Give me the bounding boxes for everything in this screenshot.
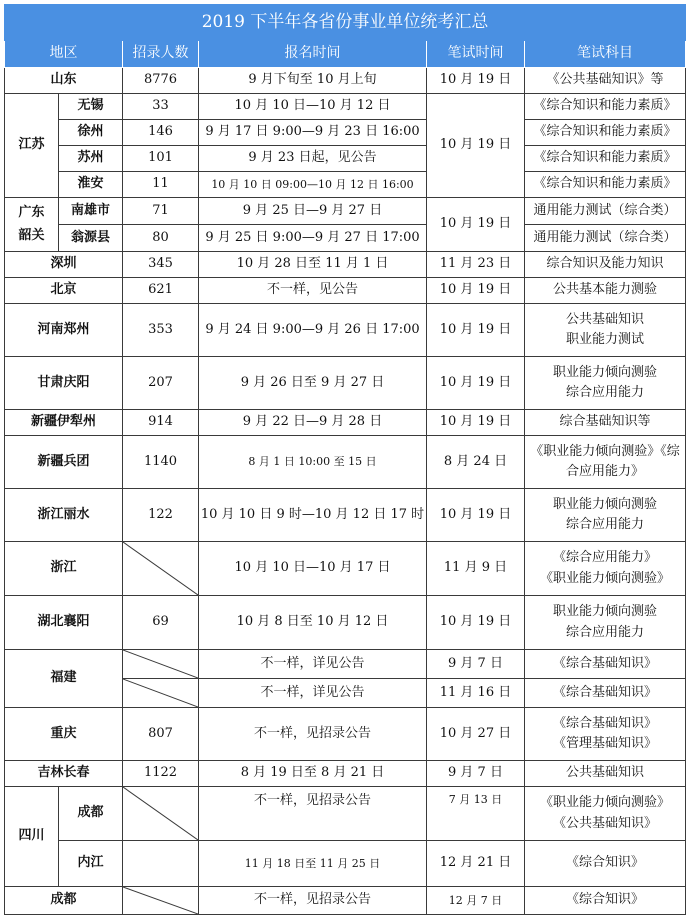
region-cell: 深圳 bbox=[5, 252, 123, 278]
count-cell: 80 bbox=[123, 225, 199, 252]
exam-time-cell: 10 月 19 日 bbox=[427, 198, 525, 252]
exam-time-cell: 10 月 19 日 bbox=[427, 278, 525, 304]
exam-time-cell: 9 月 7 日 bbox=[427, 761, 525, 787]
table-row bbox=[5, 761, 686, 787]
reg-time-cell: 10 月 10 日—10 月 17 日 bbox=[199, 542, 427, 596]
table-row bbox=[5, 172, 686, 198]
table-row bbox=[5, 94, 686, 120]
subject-cell: 职业能力倾向测验 综合应用能力 bbox=[525, 357, 686, 410]
subject-cell: 《综合基础知识》 bbox=[525, 650, 686, 679]
reg-time-cell: 10 月 8 日至 10 月 12 日 bbox=[199, 596, 427, 650]
count-cell: 71 bbox=[123, 198, 199, 225]
exam-time-cell: 10 月 19 日 bbox=[427, 304, 525, 357]
reg-time-cell: 10 月 10 日 9 时—10 月 12 日 17 时 bbox=[199, 489, 427, 542]
table-row bbox=[5, 436, 686, 489]
diagonal-line bbox=[123, 887, 198, 914]
exam-time-cell: 10 月 19 日 bbox=[427, 357, 525, 410]
count-cell: 807 bbox=[123, 708, 199, 761]
header-count: 招录人数 bbox=[123, 41, 199, 68]
diagonal-line bbox=[123, 787, 198, 840]
subject-cell: 职业能力倾向测验 综合应用能力 bbox=[525, 596, 686, 650]
exam-time-cell: 8 月 24 日 bbox=[427, 436, 525, 489]
count-cell: 345 bbox=[123, 252, 199, 278]
diagonal-line bbox=[123, 542, 198, 595]
reg-time-cell: 9 月下旬至 10 月上旬 bbox=[199, 68, 427, 94]
reg-time-cell: 9 月 17 日 9:00—9 月 23 日 16:00 bbox=[199, 120, 427, 146]
city-cell: 无锡 bbox=[59, 94, 123, 120]
reg-time-cell: 8 月 1 日 10:00 至 15 日 bbox=[199, 436, 427, 489]
exam-time-cell: 12 月 21 日 bbox=[427, 841, 525, 887]
region-cell: 山东 bbox=[5, 68, 123, 94]
count-cell: 1122 bbox=[123, 761, 199, 787]
reg-time-cell: 不一样，见招录公告 bbox=[199, 887, 427, 915]
table-row bbox=[5, 120, 686, 146]
reg-time-cell: 9 月 23 日起，见公告 bbox=[199, 146, 427, 172]
reg-time-cell: 不一样，详见公告 bbox=[199, 679, 427, 708]
exam-time-cell: 10 月 19 日 bbox=[427, 94, 525, 198]
empty-count-cell bbox=[123, 887, 199, 915]
subject-cell: 《综合知识和能力素质》 bbox=[525, 120, 686, 146]
count-cell: 1140 bbox=[123, 436, 199, 489]
count-cell: 207 bbox=[123, 357, 199, 410]
exam-time-cell: 11 月 16 日 bbox=[427, 679, 525, 708]
count-cell: 11 bbox=[123, 172, 199, 198]
diagonal-line bbox=[123, 650, 198, 678]
subject-cell: 《综合基础知识》 bbox=[525, 679, 686, 708]
exam-time-cell: 9 月 7 日 bbox=[427, 650, 525, 679]
header-subject: 笔试科目 bbox=[525, 41, 686, 68]
empty-count-cell bbox=[123, 679, 199, 708]
exam-time-cell: 10 月 19 日 bbox=[427, 410, 525, 436]
reg-time-cell: 10 月 10 日 09:00—10 月 12 日 16:00 bbox=[199, 172, 427, 198]
table-row bbox=[5, 596, 686, 650]
region-cell: 重庆 bbox=[5, 708, 123, 761]
region-cell: 成都 bbox=[5, 887, 123, 915]
count-cell: 8776 bbox=[123, 68, 199, 94]
table-row bbox=[5, 68, 686, 94]
reg-time-cell: 10 月 10 日—10 月 12 日 bbox=[199, 94, 427, 120]
exam-time-cell: 10 月 19 日 bbox=[427, 596, 525, 650]
region-cell: 新疆兵团 bbox=[5, 436, 123, 489]
subject-cell: 通用能力测试（综合类） bbox=[525, 198, 686, 225]
reg-time-cell: 9 月 25 日 9:00—9 月 27 日 17:00 bbox=[199, 225, 427, 252]
subject-cell: 《综合基础知识》 《管理基础知识》 bbox=[525, 708, 686, 761]
count-cell: 353 bbox=[123, 304, 199, 357]
subject-cell: 综合知识及能力知识 bbox=[525, 252, 686, 278]
subject-cell: 《职业能力倾向测验》 《公共基础知识》 bbox=[525, 787, 686, 841]
table-row bbox=[5, 542, 686, 596]
region-cell: 浙江 bbox=[5, 542, 123, 596]
region-cell: 甘肃庆阳 bbox=[5, 357, 123, 410]
subject-cell: 《综合知识和能力素质》 bbox=[525, 146, 686, 172]
table-row bbox=[5, 225, 686, 252]
empty-count-cell bbox=[123, 542, 199, 596]
reg-time-cell: 10 月 28 日至 11 月 1 日 bbox=[199, 252, 427, 278]
count-cell: 146 bbox=[123, 120, 199, 146]
subject-cell: 《综合知识》 bbox=[525, 841, 686, 887]
city-cell: 成都 bbox=[59, 787, 123, 841]
subject-cell: 《公共基础知识》等 bbox=[525, 68, 686, 94]
table-row bbox=[5, 278, 686, 304]
header-region: 地区 bbox=[5, 41, 123, 68]
city-cell: 翁源县 bbox=[59, 225, 123, 252]
empty-count-cell bbox=[123, 787, 199, 841]
subject-cell: 职业能力倾向测验 综合应用能力 bbox=[525, 489, 686, 542]
count-cell: 122 bbox=[123, 489, 199, 542]
table-title: 2019 下半年各省份事业单位统考汇总 bbox=[5, 5, 686, 41]
city-cell: 苏州 bbox=[59, 146, 123, 172]
region-cell: 浙江丽水 bbox=[5, 489, 123, 542]
table-row bbox=[5, 787, 686, 841]
table-row bbox=[5, 887, 686, 915]
region-cell: 新疆伊犁州 bbox=[5, 410, 123, 436]
table-row bbox=[5, 357, 686, 410]
subject-cell: 《综合知识和能力素质》 bbox=[525, 94, 686, 120]
reg-time-cell: 8 月 19 日至 8 月 21 日 bbox=[199, 761, 427, 787]
exam-time-cell: 10 月 19 日 bbox=[427, 489, 525, 542]
reg-time-cell: 9 月 24 日 9:00—9 月 26 日 17:00 bbox=[199, 304, 427, 357]
exam-time-cell: 11 月 9 日 bbox=[427, 542, 525, 596]
reg-time-cell: 不一样，详见公告 bbox=[199, 650, 427, 679]
region-cell: 河南郑州 bbox=[5, 304, 123, 357]
count-cell: 914 bbox=[123, 410, 199, 436]
exam-time-cell: 10 月 27 日 bbox=[427, 708, 525, 761]
reg-time-cell: 11 月 18 日至 11 月 25 日 bbox=[199, 841, 427, 887]
exam-time-cell: 7 月 13 日 bbox=[427, 787, 525, 841]
exam-time-cell: 10 月 19 日 bbox=[427, 68, 525, 94]
subject-cell: 《职业能力倾向测验》《综 合应用能力》 bbox=[525, 436, 686, 489]
city-cell: 内江 bbox=[59, 841, 123, 887]
table-row bbox=[5, 841, 686, 887]
reg-time-cell: 不一样，见公告 bbox=[199, 278, 427, 304]
table-row bbox=[5, 410, 686, 436]
reg-time-cell: 9 月 25 日—9 月 27 日 bbox=[199, 198, 427, 225]
table-row bbox=[5, 304, 686, 357]
subject-cell: 《综合知识》 bbox=[525, 887, 686, 915]
subject-cell: 综合基础知识等 bbox=[525, 410, 686, 436]
region-cell: 广东 韶关 bbox=[5, 198, 59, 252]
table-row bbox=[5, 198, 686, 225]
region-cell: 四川 bbox=[5, 787, 59, 887]
region-cell: 福建 bbox=[5, 650, 123, 708]
reg-time-cell: 9 月 22 日—9 月 28 日 bbox=[199, 410, 427, 436]
table-row bbox=[5, 146, 686, 172]
region-cell: 北京 bbox=[5, 278, 123, 304]
count-cell: 33 bbox=[123, 94, 199, 120]
region-cell: 吉林长春 bbox=[5, 761, 123, 787]
count-cell: 69 bbox=[123, 596, 199, 650]
diagonal-line bbox=[123, 679, 198, 707]
subject-cell: 公共基本能力测验 bbox=[525, 278, 686, 304]
subject-cell: 公共基础知识 bbox=[525, 761, 686, 787]
reg-time-cell: 不一样，见招录公告 bbox=[199, 708, 427, 761]
header-row bbox=[5, 41, 686, 68]
subject-cell: 通用能力测试（综合类） bbox=[525, 225, 686, 252]
exam-time-cell: 11 月 23 日 bbox=[427, 252, 525, 278]
table-row bbox=[5, 489, 686, 542]
city-cell: 淮安 bbox=[59, 172, 123, 198]
count-cell: 101 bbox=[123, 146, 199, 172]
reg-time-cell: 9 月 26 日至 9 月 27 日 bbox=[199, 357, 427, 410]
count-cell: 621 bbox=[123, 278, 199, 304]
empty-count-cell bbox=[123, 650, 199, 679]
region-cell: 江苏 bbox=[5, 94, 59, 198]
header-reg-time: 报名时间 bbox=[199, 41, 427, 68]
region-cell: 湖北襄阳 bbox=[5, 596, 123, 650]
reg-time-cell: 不一样，见招录公告 bbox=[199, 787, 427, 841]
exam-summary-table bbox=[4, 4, 686, 915]
city-cell: 徐州 bbox=[59, 120, 123, 146]
subject-cell: 《综合知识和能力素质》 bbox=[525, 172, 686, 198]
table-row bbox=[5, 650, 686, 679]
empty-count-cell bbox=[123, 841, 199, 887]
header-exam-time: 笔试时间 bbox=[427, 41, 525, 68]
subject-cell: 公共基础知识 职业能力测试 bbox=[525, 304, 686, 357]
table-row bbox=[5, 708, 686, 761]
exam-time-cell: 12 月 7 日 bbox=[427, 887, 525, 915]
subject-cell: 《综合应用能力》 《职业能力倾向测验》 bbox=[525, 542, 686, 596]
table-row bbox=[5, 252, 686, 278]
city-cell: 南雄市 bbox=[59, 198, 123, 225]
